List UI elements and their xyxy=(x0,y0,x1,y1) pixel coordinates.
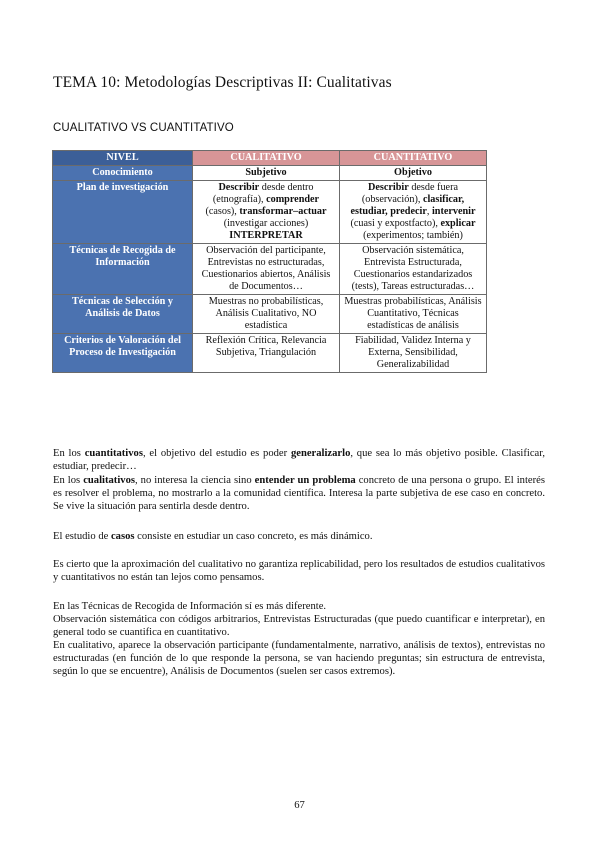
page-number: 67 xyxy=(294,800,305,811)
comparison-table xyxy=(52,150,487,373)
header-cuantitativo: CUANTITATIVO xyxy=(340,151,487,166)
cell-cuant-criterios: Fiabilidad, Validez Interna y Externa, Sensibilidad, Generalizabilidad xyxy=(340,334,487,373)
page-title: TEMA 10: Metodologías Descriptivas II: Cualitativas xyxy=(53,74,392,91)
row-label-criterios: Criterios de Valoración del Proceso de Investigación xyxy=(53,334,193,373)
table-row xyxy=(53,334,487,373)
cell-cuant-plan: Describir desde fuera (observación), clasificar, estudiar, predecir, intervenir (cuasi y expostfacto), explicar (experimentos; también) xyxy=(340,181,487,244)
row-label-plan: Plan de investigación xyxy=(53,181,193,244)
section-heading: CUALITATIVO VS CUANTITATIVO xyxy=(53,122,234,134)
table-row xyxy=(53,181,487,244)
cell-cuant-conocimiento: Objetivo xyxy=(340,166,487,181)
row-label-recogida: Técnicas de Recogida de Información xyxy=(53,244,193,295)
table-header-row xyxy=(53,151,487,166)
cell-cuant-recogida: Observación sistemática, Entrevista Estructurada, Cuestionarios estandarizados (tests), Tareas estructuradas… xyxy=(340,244,487,295)
tecnicas-line-2: Observación sistemática con códigos arbitrarios, Entrevistas Estructuradas (que puedo cuantificar e interpretar), en general todo se cuantifica en cuantitativo. xyxy=(53,614,545,638)
header-cualitativo: CUALITATIVO xyxy=(193,151,340,166)
table-row xyxy=(53,244,487,295)
cell-cual-recogida: Observación del participante, Entrevistas no estructuradas, Cuestionarios abiertos, Análisis de Documentos… xyxy=(193,244,340,295)
tecnicas-line-3: En cualitativo, aparece la observación participante (fundamentalmente, narrativo, análisis de textos), entrevistas no estructuradas (en función de lo que responde la persona, se van haciendo preguntas; sin estructura de entrevista, según lo que se encuentre), Análisis de Documentos (suelen ser casos extremos). xyxy=(53,640,545,677)
tecnicas-line-1: En las Técnicas de Recogida de Información sí es más diferente. xyxy=(53,601,327,612)
row-label-conocimiento: Conocimiento xyxy=(53,166,193,181)
paragraph-replicabilidad: Es cierto que la aproximación del cualitativo no garantiza replicabilidad, pero los resultados de estudios cualitativos y cuantitativos no están tan lejos como pensamos. xyxy=(53,559,545,583)
cell-cual-conocimiento: Subjetivo xyxy=(193,166,340,181)
table-row xyxy=(53,166,487,181)
paragraph-tecnicas xyxy=(53,600,545,678)
cell-cual-criterios: Reflexión Crítica, Relevancia Subjetiva, Triangulación xyxy=(193,334,340,373)
cell-cual-plan: Describir desde dentro (etnografía), comprender (casos), transformar–actuar (investigar acciones) INTERPRETAR xyxy=(193,181,340,244)
row-label-seleccion: Técnicas de Selección y Análisis de Datos xyxy=(53,295,193,334)
cell-cuant-seleccion: Muestras probabilísticas, Análisis Cuantitativo, Técnicas estadísticas de análisis xyxy=(340,295,487,334)
table-row xyxy=(53,295,487,334)
cell-cual-seleccion: Muestras no probabilísticas, Análisis Cualitativo, NO estadística xyxy=(193,295,340,334)
paragraph-casos: El estudio de casos consiste en estudiar un caso concreto, es más dinámico. xyxy=(53,531,373,542)
paragraph-cualitativos: En los cualitativos, no interesa la ciencia sino entender un problema concreto de una persona o grupo. El interés es resolver el problema, no mostrarlo a la comunidad científica. Interesa la parte subjetiva de ese caso en concreto. Se vive la situación para sentirla desde dentro. xyxy=(53,475,545,512)
paragraph-cuantitativos: En los cuantitativos, el objetivo del estudio es poder generalizarlo, que sea lo más objetivo posible. Clasificar, estudiar, predecir… xyxy=(53,448,545,472)
header-nivel: NIVEL xyxy=(53,151,193,166)
